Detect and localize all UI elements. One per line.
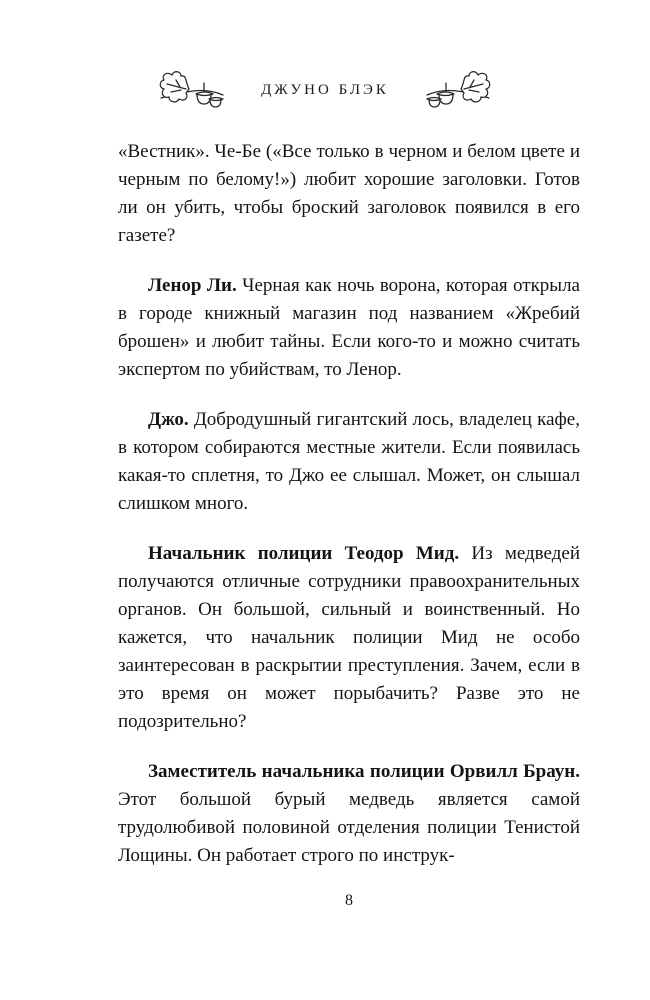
paragraph-lead: Начальник полиции Теодор Мид. (148, 543, 460, 564)
paragraph-text: Черная как ночь ворона, которая открыла в городе книжный магазин под названием «Жребий брошен» и любит тайны. Если кого-то и можно считать экспертом по убийствам, то Ленор. (118, 275, 580, 380)
paragraph-text: Из медведей получаются отличные сотрудники правоохранительных органов. Он большой, сильный и воинственный. Но кажется, что начальник полиции Мид не особо заинтересован в раскрытии преступления. Зачем, если в это время он может порыбачить? Разве это не подозрительно? (118, 543, 580, 732)
paragraph-lead: Джо. (148, 409, 189, 430)
paragraph (118, 406, 580, 518)
paragraph-text: Добродушный гигантский лось, владелец кафе, в котором собираются местные жители. Если появилась какая-то сплетня, то Джо ее слышал. Может, он слышал слишком много. (118, 409, 580, 514)
body-text (118, 138, 580, 870)
page-header (0, 0, 650, 112)
paragraph (118, 138, 580, 250)
paragraph-text: «Вестник». Че-Бе («Все только в черном и белом цвете и черным по белому!») любит хорошие заголовки. Готов ли он убить, чтобы броский заголовок появился в его газете? (118, 141, 580, 246)
paragraph-lead: Ленор Ли. (148, 275, 237, 296)
page-number: 8 (345, 892, 353, 909)
paragraph (118, 272, 580, 384)
paragraph (118, 540, 580, 736)
running-title: ДЖУНО БЛЭК (261, 81, 389, 98)
page-footer (118, 892, 580, 910)
oak-acorn-ornament-right-icon (425, 68, 491, 112)
oak-acorn-ornament-left-icon (159, 68, 225, 112)
paragraph-lead: Заместитель начальника полиции Орвилл Браун. (148, 761, 580, 782)
paragraph-text: Этот большой бурый медведь является самой трудолюбивой половиной отделения полиции Тенистой Лощины. Он работает строго по инструк- (118, 789, 580, 866)
paragraph (118, 758, 580, 870)
